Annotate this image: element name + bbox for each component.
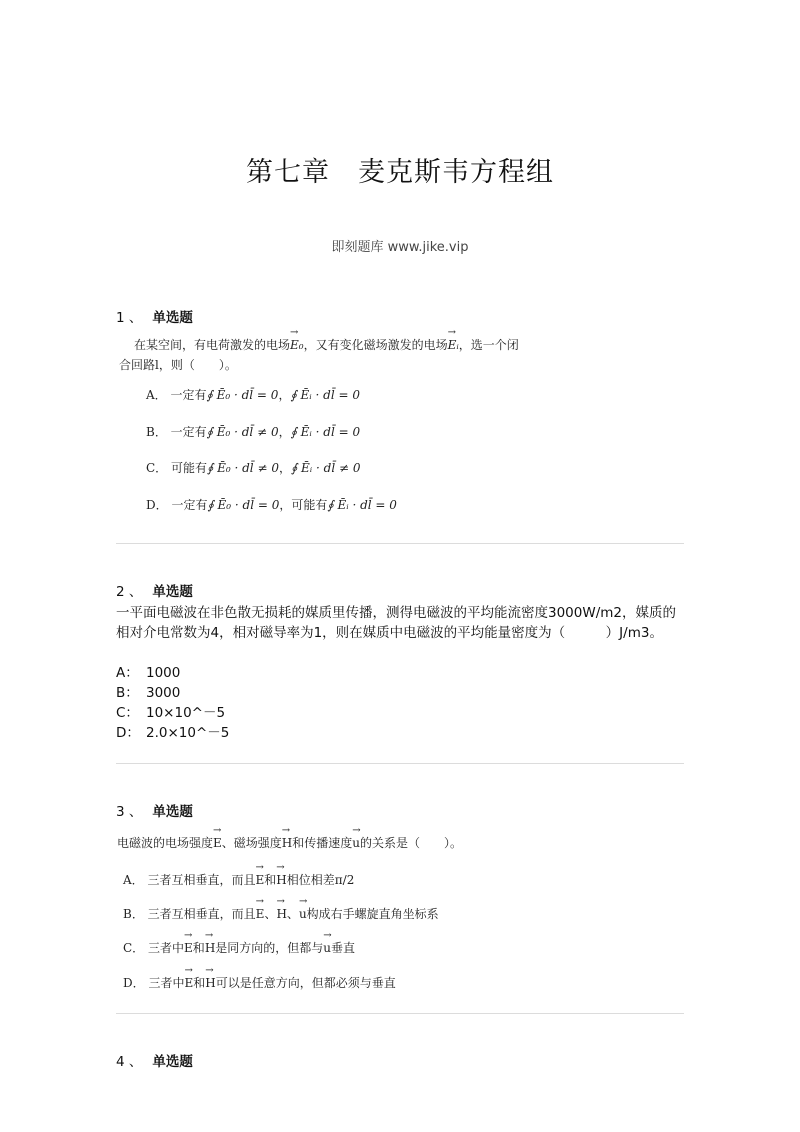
q3-opt-a-key: A． xyxy=(123,873,144,887)
question-3-option-c xyxy=(123,939,355,956)
q3-opt-b-text-d: 构成右手螺旋直角坐标系 xyxy=(306,907,439,921)
divider xyxy=(116,763,684,764)
q2-opt-c-value: 10×10^－5 xyxy=(146,705,226,721)
question-3-option-b xyxy=(123,905,439,922)
q3-opt-c-sym-e: → E xyxy=(184,941,193,955)
q3-opt-d-text-a: 三者中 xyxy=(148,976,185,990)
q1-opt-c-formula2: ∮ Ēᵢ · dl̄ ≠ 0 xyxy=(290,461,361,475)
q3-opt-c-sym-u: → u xyxy=(323,941,331,955)
question-2-option-d xyxy=(116,723,229,743)
q2-opt-d-key: D： xyxy=(116,725,140,741)
question-3-option-a xyxy=(123,871,354,888)
page-title: 第七章 麦克斯韦方程组 xyxy=(246,157,554,188)
q3-opt-c-text-c: 是同方向的，但都与 xyxy=(215,941,324,955)
q3-opt-b-key: B． xyxy=(123,907,144,921)
question-1-stem-line2: 合回路l，则（ ）。 xyxy=(119,358,237,372)
question-1-type: 单选题 xyxy=(152,310,193,326)
q3-opt-c-text-d: 垂直 xyxy=(331,941,356,955)
question-3-option-d xyxy=(123,974,396,991)
question-1-header xyxy=(116,306,193,326)
question-2-option-b xyxy=(116,683,180,703)
q3-opt-c-sym-h: → H xyxy=(205,941,215,955)
q1-opt-a-formula2: ∮ Ēᵢ · dl̄ = 0 xyxy=(290,388,360,402)
q1-opt-a-formula1: ∮ Ē₀ · dl̄ = 0 xyxy=(206,388,279,402)
q3-sym-u: → u xyxy=(352,836,360,850)
q3-opt-b-sym-e: → E xyxy=(256,907,265,921)
q1-opt-c-key: C． xyxy=(146,461,168,475)
q3-stem-d: 的关系是（ ）。 xyxy=(360,836,463,850)
q2-opt-d-value: 2.0×10^－5 xyxy=(146,725,230,741)
q3-opt-b-sym-u: → u xyxy=(299,907,307,921)
q1-opt-b-prefix: 一定有 xyxy=(170,425,207,439)
q3-opt-d-sym-h: → H xyxy=(205,976,215,990)
question-1-option-d xyxy=(146,496,397,513)
question-2-stem: 一平面电磁波在非色散无损耗的媒质里传播，测得电磁波的平均能流密度3000W/m2，媒质的相对介电常数为4，相对磁导率为1，则在媒质中电磁波的平均能量密度为（ ）J/m3。 xyxy=(116,605,676,641)
q1-stem-text-a: 在某空间，有电荷激发的电场 xyxy=(134,338,291,352)
question-2-option-c xyxy=(116,703,225,723)
q1-opt-a-prefix: 一定有 xyxy=(170,388,207,402)
q3-opt-d-sym-e: → E xyxy=(184,976,193,990)
q1-opt-d-formula2: ∮ Ēᵢ · dl̄ = 0 xyxy=(327,498,397,512)
q1-opt-d-mid: ，可能有 xyxy=(279,498,328,512)
q2-opt-c-key: C： xyxy=(116,705,139,721)
question-1-stem-line1 xyxy=(134,336,519,353)
question-3-number: 3 、 xyxy=(116,804,143,820)
q1-opt-d-formula1: ∮ Ē₀ · dl̄ = 0 xyxy=(207,498,280,512)
q2-opt-a-value: 1000 xyxy=(146,665,181,681)
q1-opt-b-mid: ， xyxy=(278,425,291,439)
question-1-option-a xyxy=(146,386,360,403)
q1-opt-c-formula1: ∮ Ē₀ · dl̄ ≠ 0 xyxy=(207,461,279,475)
q3-sym-e: → E xyxy=(213,836,222,850)
q3-opt-a-text-a: 三者互相垂直，而且 xyxy=(147,873,256,887)
q2-opt-a-key: A： xyxy=(116,665,139,681)
q2-opt-b-key: B： xyxy=(116,685,139,701)
q3-opt-b-sym-h: → H xyxy=(276,907,286,921)
q1-opt-b-formula1: ∮ Ē₀ · dl̄ ≠ 0 xyxy=(206,425,279,439)
question-1-number: 1 、 xyxy=(116,310,143,326)
question-4-number: 4 、 xyxy=(116,1054,143,1070)
q3-opt-a-text-b: 和 xyxy=(264,873,277,887)
q3-opt-c-text-b: 和 xyxy=(192,941,205,955)
q1-opt-d-prefix: 一定有 xyxy=(171,498,208,512)
q1-stem-text-c: ，选一个闭 xyxy=(458,338,519,352)
question-3-header xyxy=(116,800,193,820)
question-1-option-b xyxy=(146,423,360,440)
q1-opt-a-key: A． xyxy=(146,388,167,402)
q3-opt-b-text-a: 三者互相垂直，而且 xyxy=(147,907,256,921)
q3-stem-c: 和传播速度 xyxy=(292,836,353,850)
q1-sym-ei: → Eᵢ xyxy=(448,338,459,352)
q3-stem-a: 电磁波的电场强度 xyxy=(117,836,214,850)
q3-opt-a-text-c: 相位相差π/2 xyxy=(286,873,355,887)
q3-opt-a-sym-h: → H xyxy=(276,873,286,887)
q3-opt-d-text-c: 可以是任意方向，但都必须与垂直 xyxy=(215,976,396,990)
page-subtitle: 即刻题库 www.jike.vip xyxy=(331,240,469,255)
q3-opt-b-text-c: 、 xyxy=(286,907,299,921)
question-2-type: 单选题 xyxy=(152,584,193,600)
question-1-option-c xyxy=(146,459,361,476)
q3-opt-c-key: C． xyxy=(123,941,145,955)
q1-opt-d-key: D． xyxy=(146,498,168,512)
question-3-stem xyxy=(117,834,462,851)
q3-stem-b: 、磁场强度 xyxy=(221,836,282,850)
q3-opt-d-key: D． xyxy=(123,976,145,990)
q3-opt-a-sym-e: → E xyxy=(256,873,265,887)
question-2-header xyxy=(116,580,193,600)
q1-opt-a-mid: ， xyxy=(278,388,291,402)
q3-opt-b-text-b: 、 xyxy=(264,907,277,921)
question-2-option-a xyxy=(116,663,180,683)
q2-opt-b-value: 3000 xyxy=(146,685,181,701)
q3-opt-c-text-a: 三者中 xyxy=(148,941,185,955)
question-4-header xyxy=(116,1050,193,1070)
q1-sym-e0: → E₀ xyxy=(290,338,304,352)
q3-opt-d-text-b: 和 xyxy=(193,976,206,990)
q1-opt-c-prefix: 可能有 xyxy=(171,461,208,475)
question-3-type: 单选题 xyxy=(152,804,193,820)
divider xyxy=(116,1013,684,1014)
question-4-type: 单选题 xyxy=(152,1054,193,1070)
q1-opt-c-mid: ， xyxy=(278,461,291,475)
divider xyxy=(116,543,684,544)
q1-opt-b-formula2: ∮ Ēᵢ · dl̄ = 0 xyxy=(290,425,361,439)
question-2-number: 2 、 xyxy=(116,584,143,600)
q1-opt-b-key: B． xyxy=(146,425,167,439)
q3-sym-h: → H xyxy=(282,836,292,850)
q1-stem-text-b: ，又有变化磁场激发的电场 xyxy=(303,338,448,352)
